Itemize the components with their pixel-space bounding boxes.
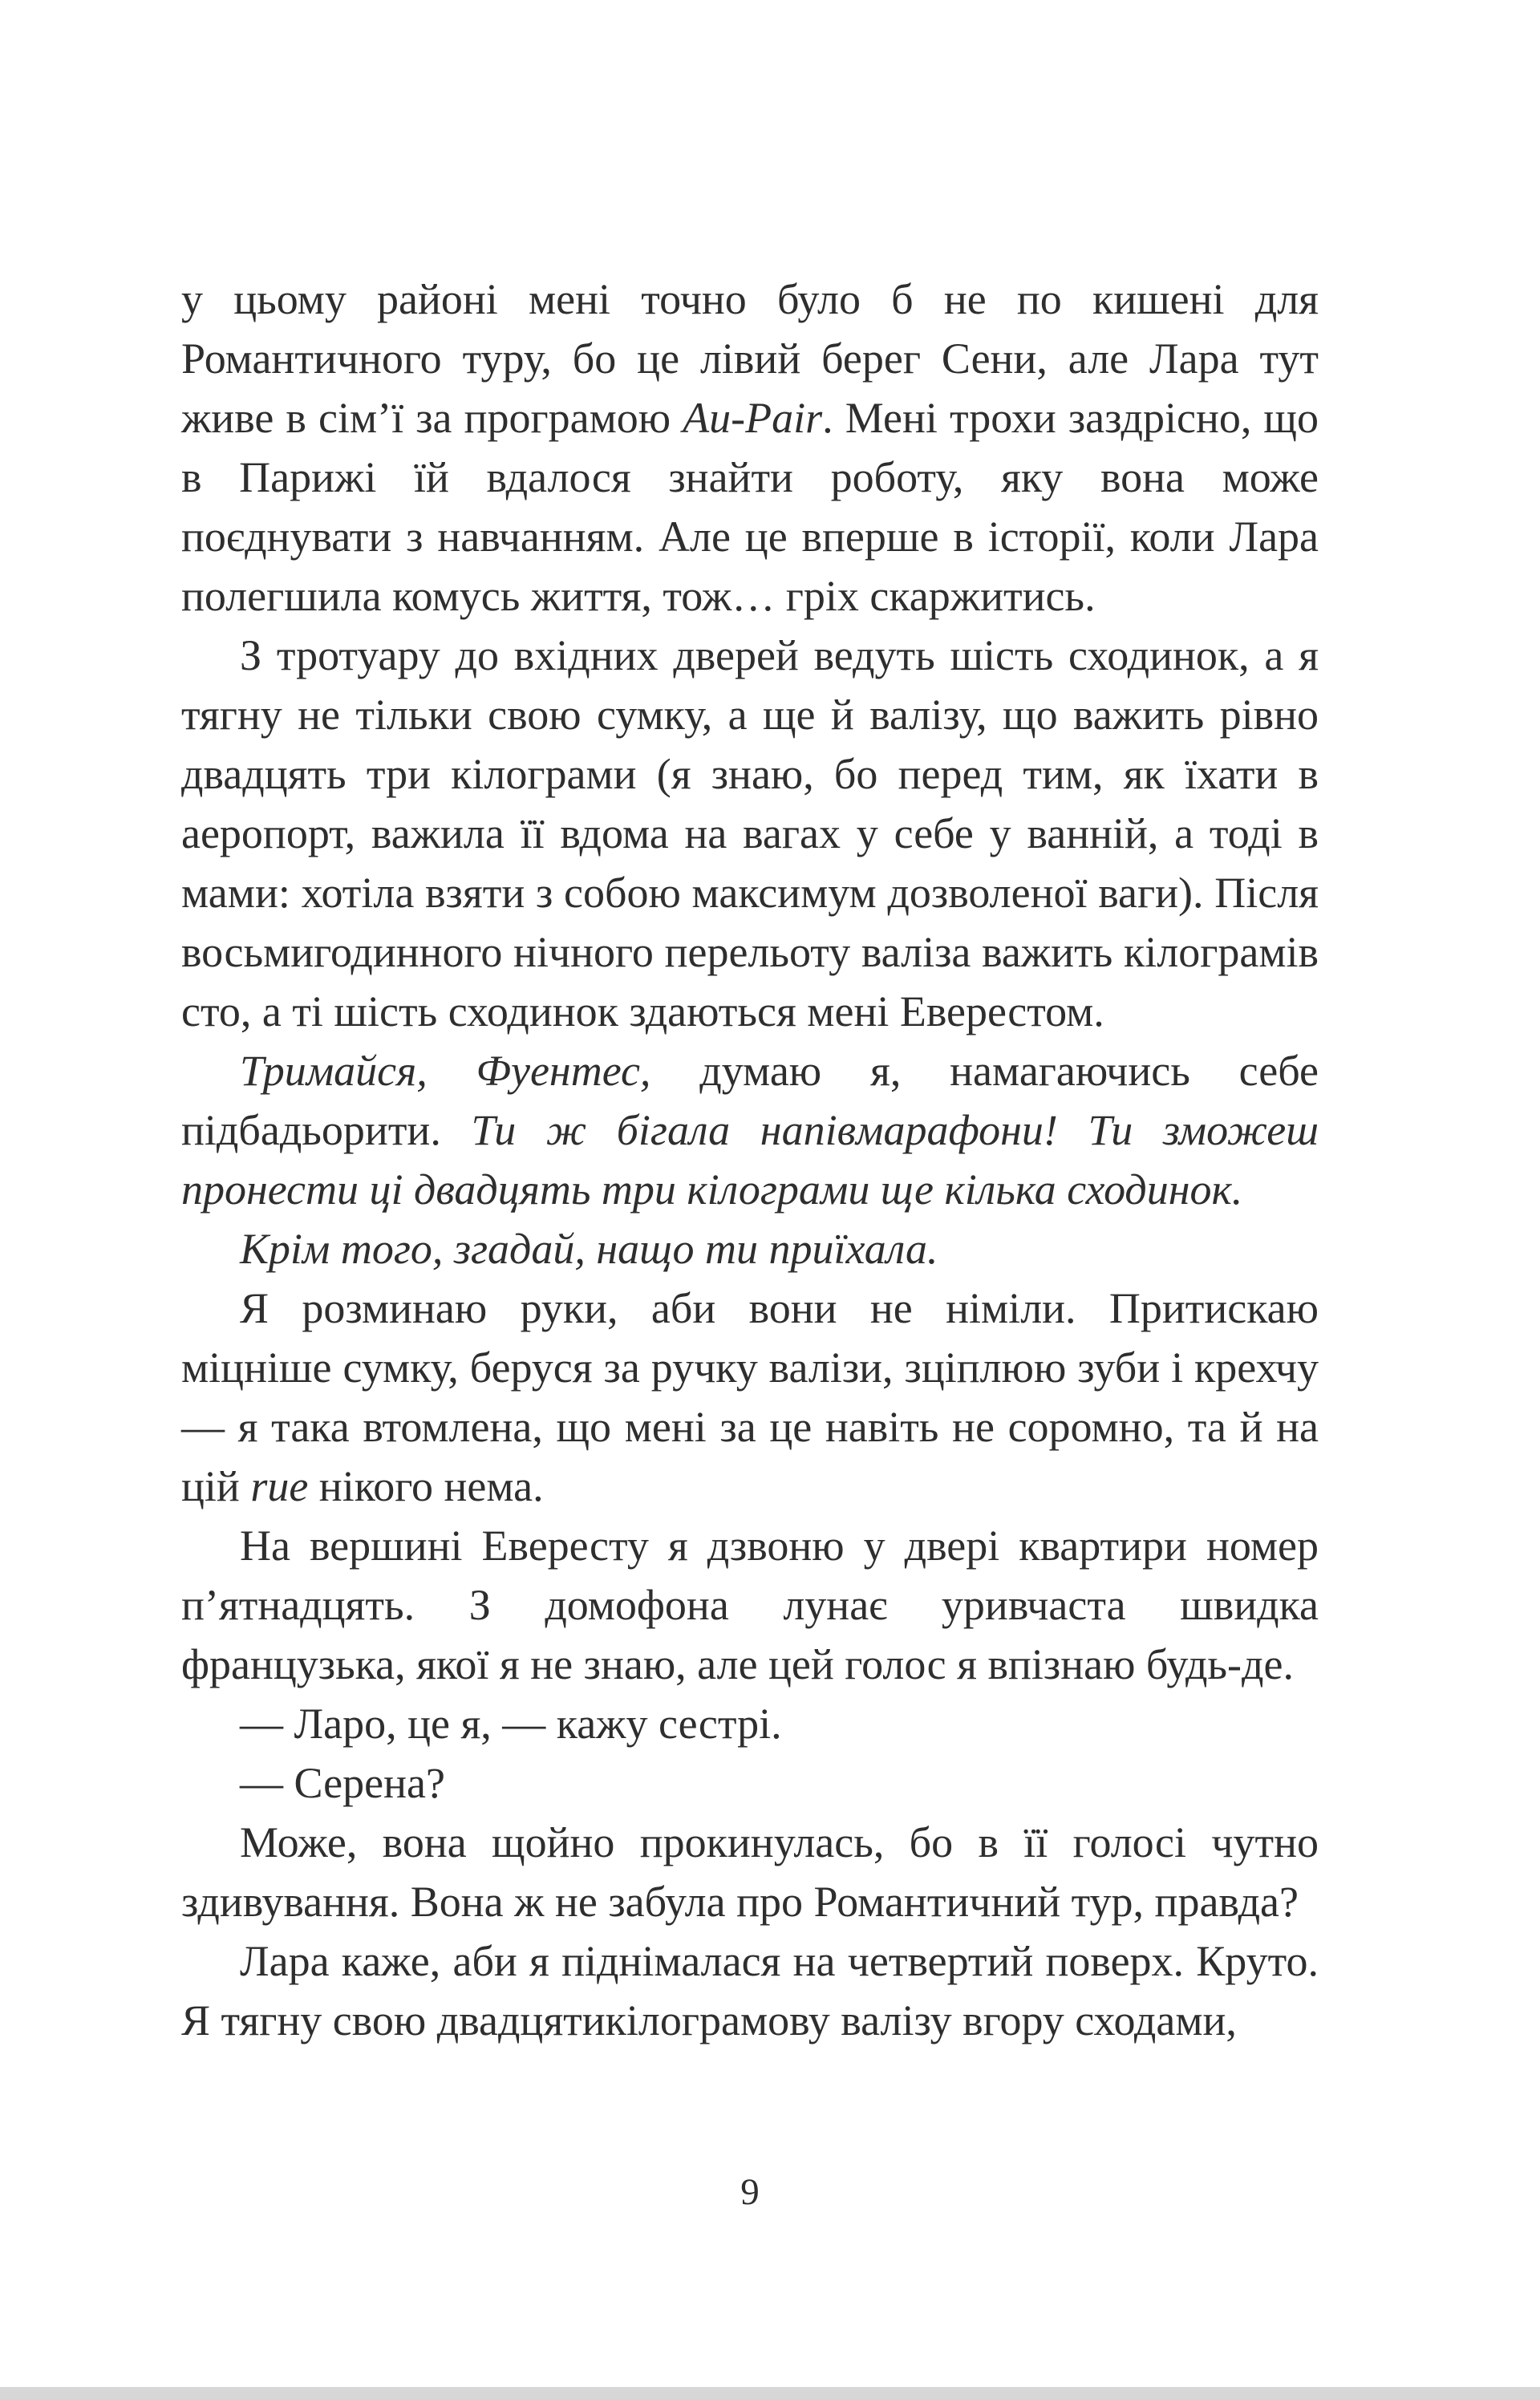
text-segment: — Серена?: [240, 1759, 445, 1807]
text-segment: . Мені трохи заздрісно, що в Парижі їй вдалося знайти роботу, яку вона може поєднувати з навчанням. Але це вперше в історії, коли Лара полегшила комусь життя, тож… гріх скаржитись.: [181, 394, 1319, 620]
paragraph: [181, 269, 1319, 626]
text-segment: Au-Pair: [683, 394, 823, 442]
paragraph: [181, 1279, 1319, 1516]
paragraph: [181, 1931, 1319, 2050]
text-segment: нікого нема.: [308, 1462, 544, 1510]
text-block: [181, 269, 1319, 2050]
text-segment: З тротуару до вхідних дверей ведуть шість сходинок, а я тягну не тільки свою сумку, а ще й валізу, що важить рівно двадцять три кілограми (я знаю, бо перед тим, як їхати в аеропорт, важила її вдома на вагах у себе у ванній, а тоді в мами: хотіла взяти з собою максимум дозволеної ваги). Після восьмигодинного нічного перельоту валіза важить кілограмів сто, а ті шість сходинок здаються мені Еверестом.: [181, 631, 1319, 1035]
text-segment: Може, вона щойно прокинулась, бо в її голосі чутно здивування. Вона ж не забула про Романтичний тур, правда?: [181, 1818, 1319, 1926]
text-segment: rue: [250, 1462, 309, 1510]
paragraph: [181, 1516, 1319, 1694]
page-number: 9: [740, 2171, 760, 2213]
paragraph: [181, 1219, 1319, 1279]
paragraph: [181, 626, 1319, 1041]
bottom-bar: [0, 2387, 1540, 2399]
text-segment: На вершині Евересту я дзвоню у двері квартири номер п’ятнадцять. З домофона лунає уривчаста швидка французька, якої я не знаю, але цей голос я впізнаю будь-де.: [181, 1522, 1319, 1688]
paragraph: [181, 1753, 1319, 1813]
text-segment: думаю я, намагаючись себе підбадьорити.: [181, 1047, 1319, 1154]
text-segment: Тримайся, Фуентес,: [240, 1047, 700, 1095]
text-segment: Лара каже, аби я піднімалася на четвертий поверх. Круто. Я тягну свою двадцятикілограмову валізу вгору сходами,: [181, 1937, 1319, 2044]
paragraph: [181, 1813, 1319, 1931]
paragraph: [181, 1041, 1319, 1219]
text-segment: Крім того, згадай, нащо ти приїхала.: [240, 1225, 938, 1273]
text-segment: — Ларо, це я, — кажу сестрі.: [240, 1700, 782, 1748]
text-segment: Я розминаю руки, аби вони не німіли. Притискаю міцніше сумку, беруся за ручку валізи, зціплюю зуби і крехчу — я така втомлена, що мені за це навіть не соромно, та й на цій: [181, 1284, 1319, 1510]
paragraph: [181, 1694, 1319, 1753]
text-segment: у цьому районі мені точно було б не по кишені для Романтичного туру, бо це лівий берег Сени, але Лара тут живе в сім’ї за програмою: [181, 275, 1319, 442]
text-segment: Ти ж бігала напівмарафони! Ти зможеш пронести ці двадцять три кілограми ще кілька сходинок.: [181, 1106, 1319, 1214]
